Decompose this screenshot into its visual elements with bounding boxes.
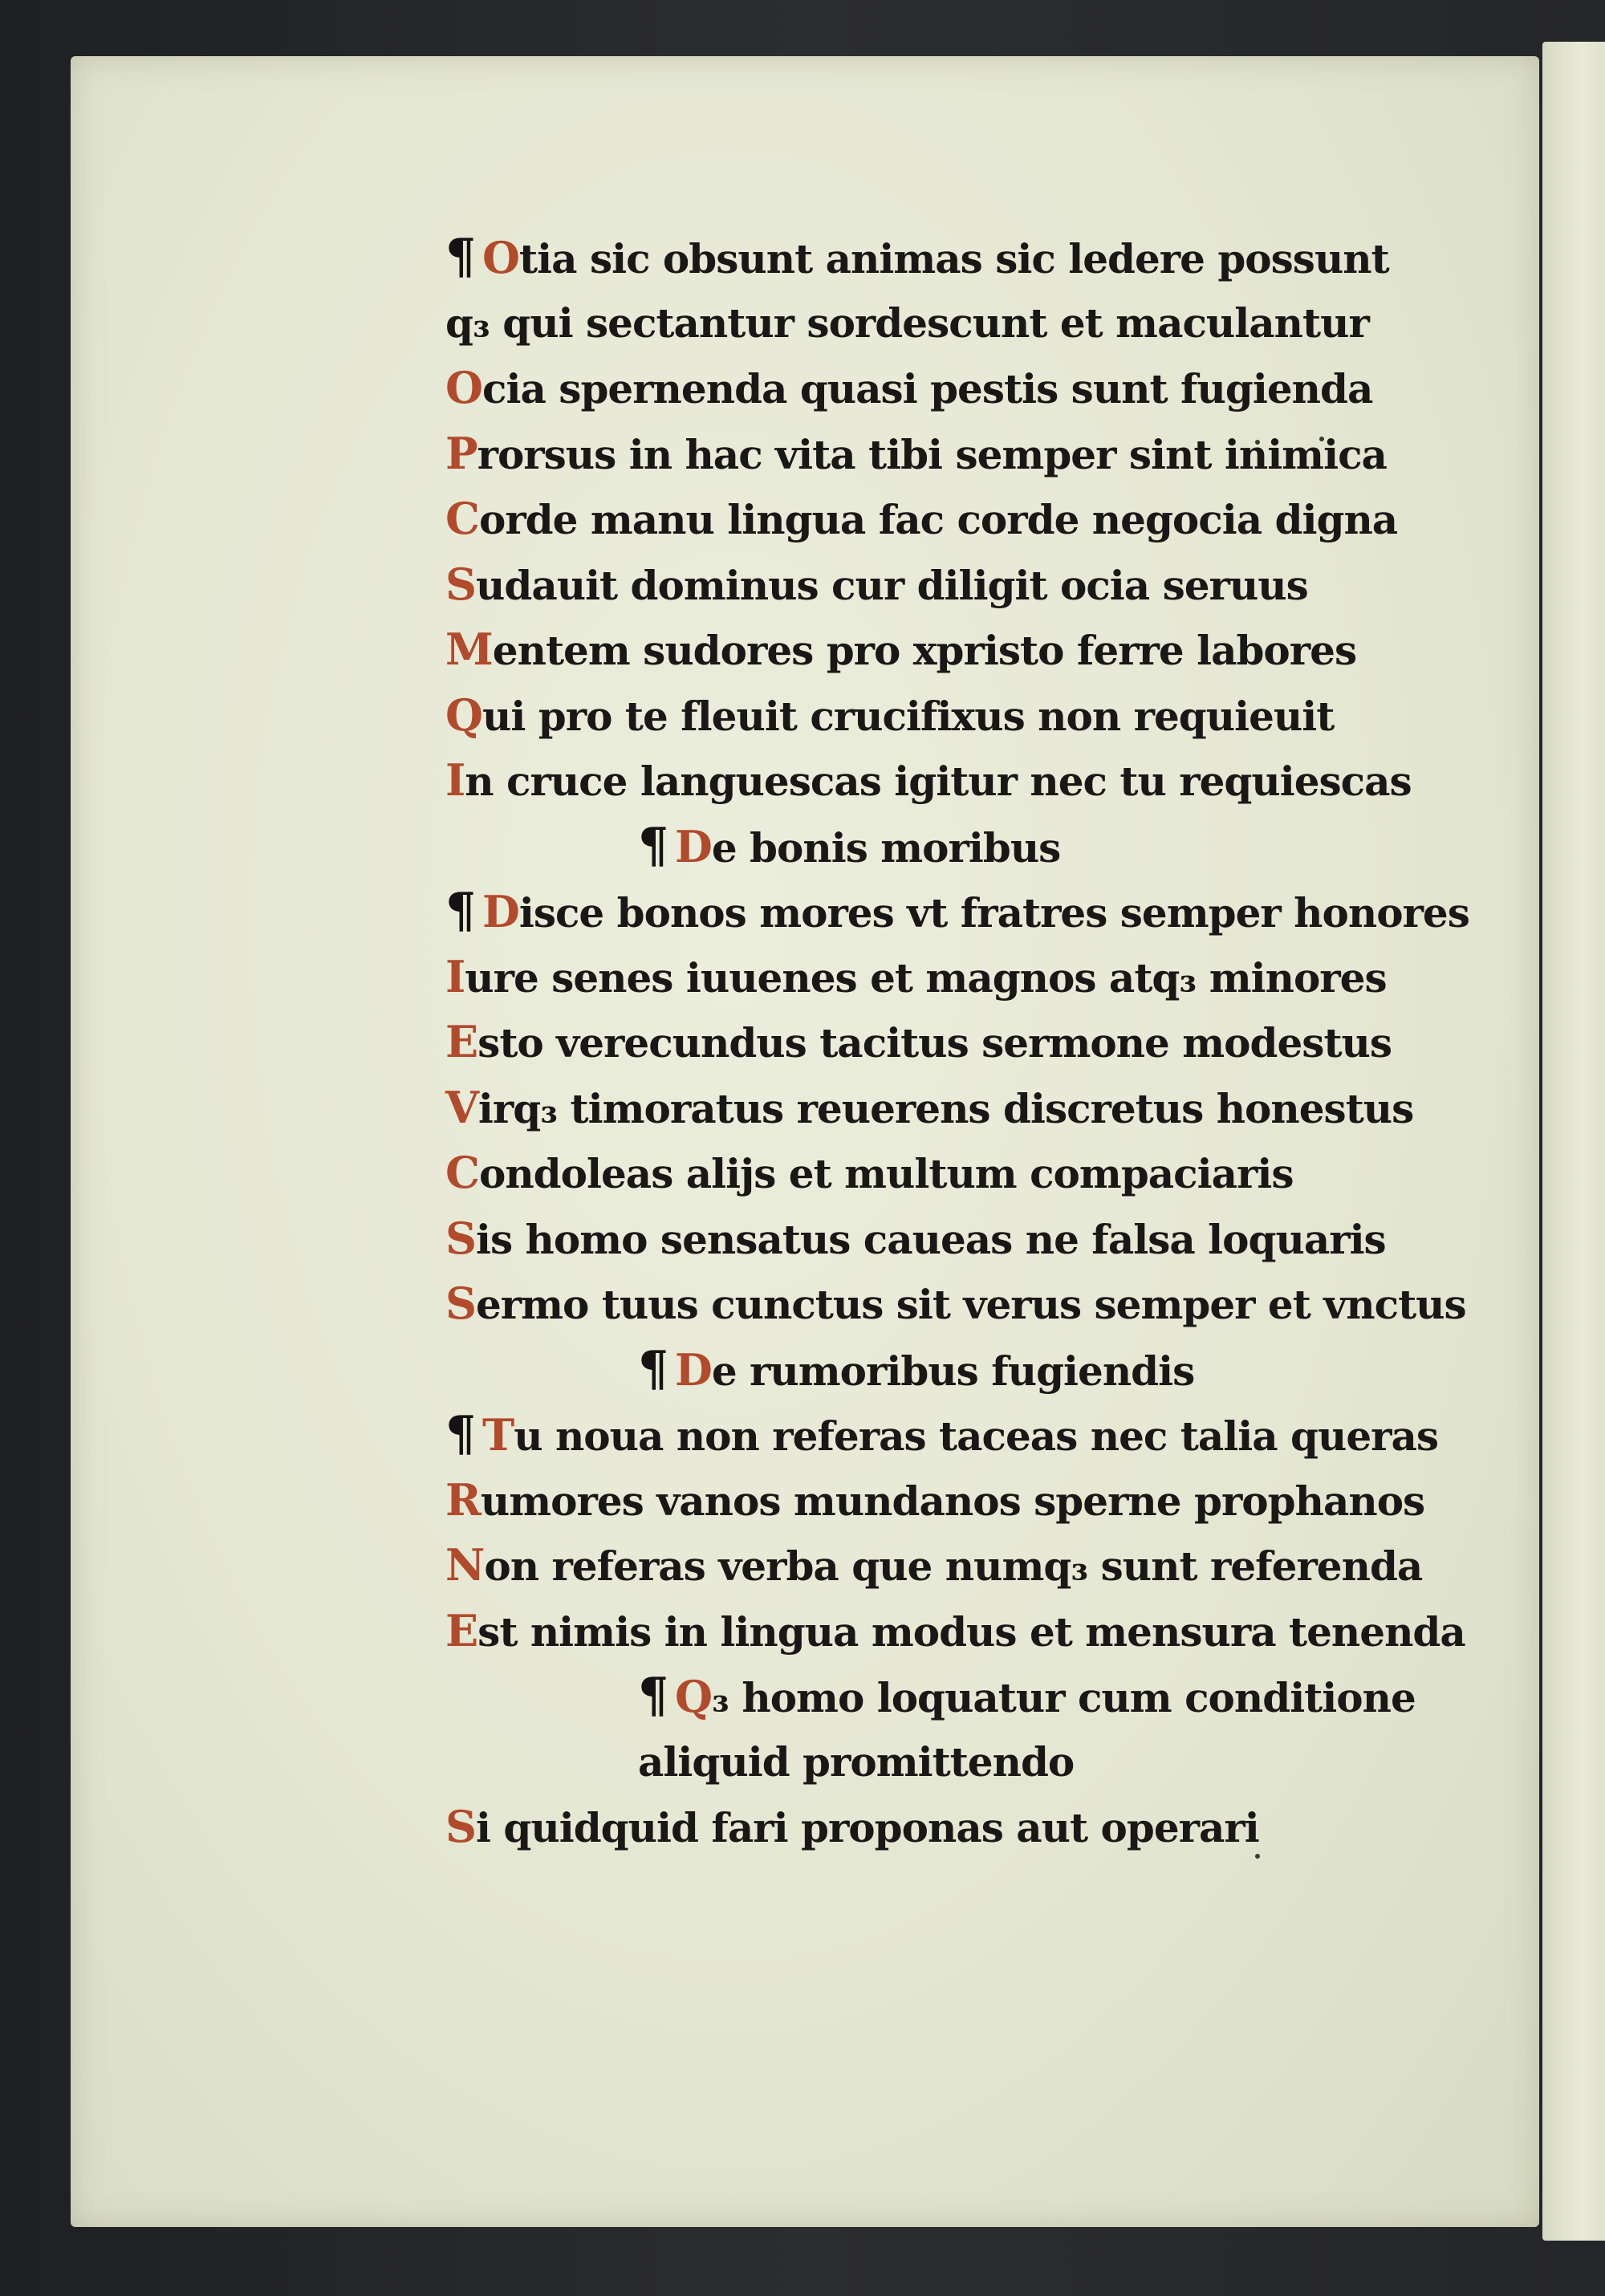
paragraph-mark: ¶ [638, 817, 668, 874]
line-text: e bonis moribus [711, 823, 1061, 872]
line-text: isce bonos mores vt fratres semper honores [518, 889, 1469, 937]
text-line [445, 1337, 1344, 1403]
line-text: umores vanos mundanos sperne prophanos [480, 1477, 1425, 1525]
text-line [445, 1468, 1425, 1534]
rubricated-initial: S [445, 1278, 476, 1329]
line-text: st nimis in lingua modus et mensura tenenda [477, 1607, 1465, 1656]
line-text: orde manu lingua fac corde negocia digna [478, 496, 1398, 543]
text-line [445, 683, 1344, 749]
text-line [445, 1010, 1392, 1075]
rubricated-initial: D [482, 886, 519, 937]
text-line [445, 1664, 1416, 1729]
text-line [445, 486, 1398, 552]
line-text: e rumoribus fugiendis [711, 1347, 1195, 1395]
text-line [445, 1533, 1423, 1599]
rubricated-initial: E [445, 1604, 478, 1656]
line-text: ondoleas alijs et multum compaciaris [478, 1150, 1294, 1197]
rubricated-initial: S [445, 1212, 476, 1264]
text-line [445, 1402, 1439, 1468]
line-text: udauit dominus cur diligit ocia seruus [476, 561, 1308, 609]
line-text: ure senes iuuenes et magnos atq₃ minores [465, 953, 1387, 1002]
rubricated-initial: Q [445, 689, 483, 741]
line-text: entem sudores pro xpristo ferre labores [492, 627, 1357, 674]
text-line [445, 879, 1469, 945]
text-line [445, 617, 1357, 683]
paragraph-mark: ¶ [638, 1340, 668, 1397]
rubricated-initial: S [445, 1801, 476, 1852]
text-line [445, 1075, 1414, 1141]
line-text: on referas verba que numq₃ sunt referenda [484, 1542, 1423, 1590]
rubricated-initial: E [445, 1016, 478, 1067]
paragraph-mark: ¶ [445, 229, 476, 285]
rubricated-initial: R [445, 1473, 481, 1526]
rubricated-initial: Q [675, 1671, 713, 1722]
paragraph-mark: ¶ [638, 1668, 668, 1724]
text-line [445, 1206, 1386, 1272]
text-line [445, 814, 1344, 880]
line-text: sto verecundus tacitus sermone modestus [477, 1019, 1392, 1067]
line-text: cia spernenda quasi pestis sunt fugienda [482, 365, 1373, 412]
line-text: irq₃ timoratus reuerens discretus honestus [477, 1084, 1414, 1132]
rubricated-initial: T [482, 1409, 514, 1461]
paragraph-mark: ¶ [445, 883, 476, 939]
line-text: ₃ homo loquatur cum conditione [712, 1674, 1416, 1721]
text-line [445, 748, 1412, 814]
line-text: ui pro te fleuit crucifixus non requieuit [482, 692, 1335, 740]
rubricated-initial: O [445, 362, 483, 413]
rubricated-initial: O [482, 232, 520, 283]
rubricated-initial: V [445, 1081, 478, 1133]
text-line [445, 1794, 1344, 1860]
text-line [445, 291, 1369, 356]
text-line [445, 1271, 1466, 1337]
rubricated-initial: C [445, 1147, 479, 1198]
text-line [445, 421, 1387, 487]
text-line [445, 356, 1373, 421]
text-line [445, 1599, 1465, 1664]
line-text: rorsus in hac vita tibi semper sint inimica [477, 430, 1387, 478]
rubricated-initial: N [445, 1539, 485, 1591]
rubricated-initial: D [675, 820, 712, 872]
rubricated-initial: P [445, 427, 477, 479]
line-text: i quidquid fari proponas aut operari [476, 1804, 1259, 1851]
paragraph-mark: ¶ [445, 1406, 476, 1462]
text-line [445, 225, 1389, 291]
text-line [445, 552, 1344, 618]
line-text: n cruce languescas igitur nec tu requiescas [465, 758, 1412, 805]
text-line [445, 945, 1387, 1010]
facing-page-edge [1542, 42, 1605, 2241]
line-text: is homo sensatus caueas ne falsa loquaris [476, 1215, 1386, 1263]
rubricated-initial: I [445, 754, 465, 806]
text-line [445, 1729, 1344, 1795]
line-text: aliquid promittendo [638, 1737, 1075, 1786]
text-line [445, 1140, 1344, 1206]
rubricated-initial: M [445, 624, 493, 675]
rubricated-initial: S [445, 558, 476, 610]
rubricated-initial: C [445, 493, 479, 544]
line-text: u noua non referas taceas nec talia queras [514, 1412, 1439, 1460]
line-text: ermo tuus cunctus sit verus semper et vnctus [476, 1281, 1466, 1328]
rubricated-initial: I [445, 950, 465, 1002]
line-text: tia sic obsunt animas sic ledere possunt [519, 235, 1389, 282]
rubricated-initial: D [675, 1343, 712, 1396]
line-text: q₃ qui sectantur sordescunt et maculantur [445, 299, 1369, 347]
gothic-text-block [445, 225, 1469, 1860]
